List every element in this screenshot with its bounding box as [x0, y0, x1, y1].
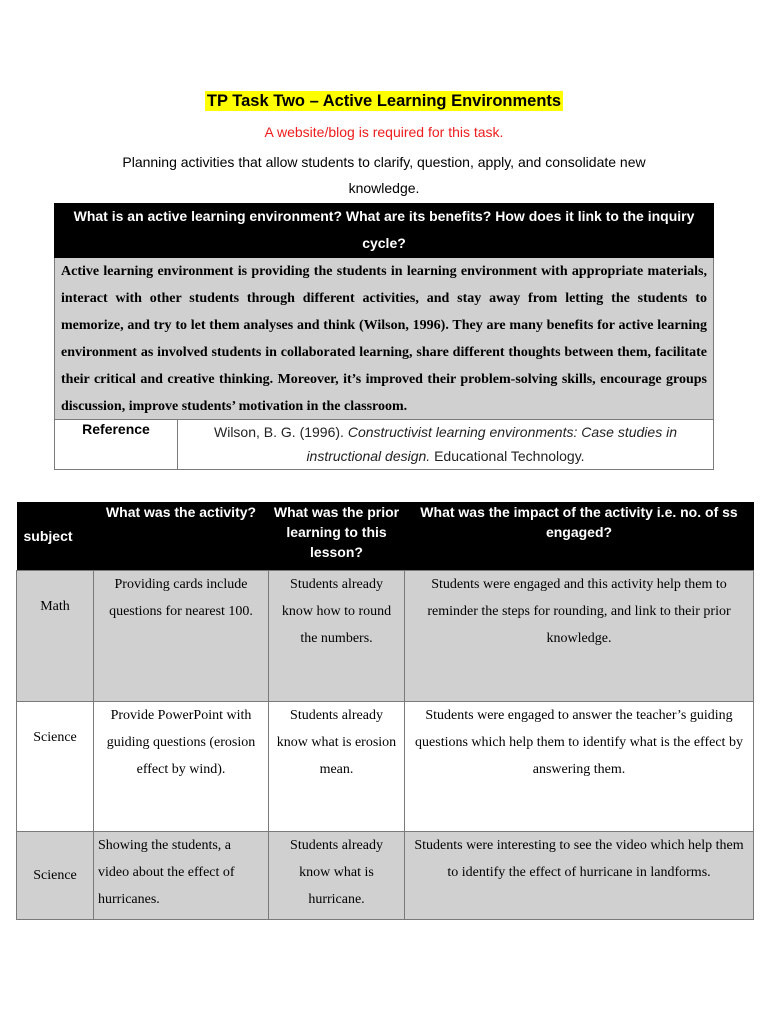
table-row	[17, 831, 754, 919]
table-header-row	[17, 502, 754, 570]
reference-author: Wilson, B. G. (1996).	[214, 424, 348, 440]
subject-cell: Math	[17, 570, 94, 701]
intro-text: Planning activities that allow students to clarify, question, apply, and consolidate new knowledge.	[122, 154, 646, 196]
activity-cell: Provide PowerPoint with guiding questions (erosion effect by wind).	[94, 701, 269, 831]
table-row	[17, 701, 754, 831]
header-prior-learning: What was the prior learning to this lesson?	[269, 502, 405, 570]
reference-citation	[178, 420, 713, 469]
question-header: What is an active learning environment? What are its benefits? How does it link to the inquiry cycle?	[54, 203, 714, 258]
impact-cell: Students were interesting to see the video which help them to identify the effect of hurricane in landforms.	[405, 831, 754, 919]
prior-cell: Students already know how to round the numbers.	[269, 570, 405, 701]
prior-cell: Students already know what is hurricane.	[269, 831, 405, 919]
activity-cell: Showing the students, a video about the effect of hurricanes.	[94, 831, 269, 919]
page-title	[0, 92, 768, 111]
header-impact: What was the impact of the activity i.e. no. of ss engaged?	[405, 502, 754, 570]
answer-cell: Active learning environment is providing the students in learning environment with appropriate materials, interact with other students through different activities, and stay away from letting the students to memorize, and try to let them analyses and think (Wilson, 1996). They are many benefits for active learning environment as involved students in collaborated learning, share different thoughts between them, facilitate their critical and creative thinking. Moreover, it’s improved their problem-solving skills, encourage groups discussion, improve students’ motivation in the classroom.	[54, 258, 714, 420]
table-row	[17, 570, 754, 701]
requirement-note: A website/blog is required for this task.	[264, 124, 504, 140]
activity-cell: Providing cards include questions for nearest 100.	[94, 570, 269, 701]
impact-cell: Students were engaged and this activity help them to reminder the steps for rounding, and link to their prior knowledge.	[405, 570, 754, 701]
reference-row	[54, 420, 714, 470]
reference-publisher: Educational Technology.	[430, 448, 585, 464]
subject-cell: Science	[17, 831, 94, 919]
impact-cell: Students were engaged to answer the teacher’s guiding questions which help them to identify what is the effect by answering them.	[405, 701, 754, 831]
header-subject: subject	[17, 502, 94, 570]
prior-cell: Students already know what is erosion mean.	[269, 701, 405, 831]
header-activity: What was the activity?	[94, 502, 269, 570]
reference-title: Constructivist learning environments: Case studies in instructional design.	[306, 424, 677, 464]
title-text: TP Task Two – Active Learning Environments	[206, 92, 562, 110]
active-learning-table	[54, 203, 714, 470]
reference-label: Reference	[55, 420, 178, 469]
subject-cell: Science	[17, 701, 94, 831]
activities-table	[16, 502, 754, 920]
